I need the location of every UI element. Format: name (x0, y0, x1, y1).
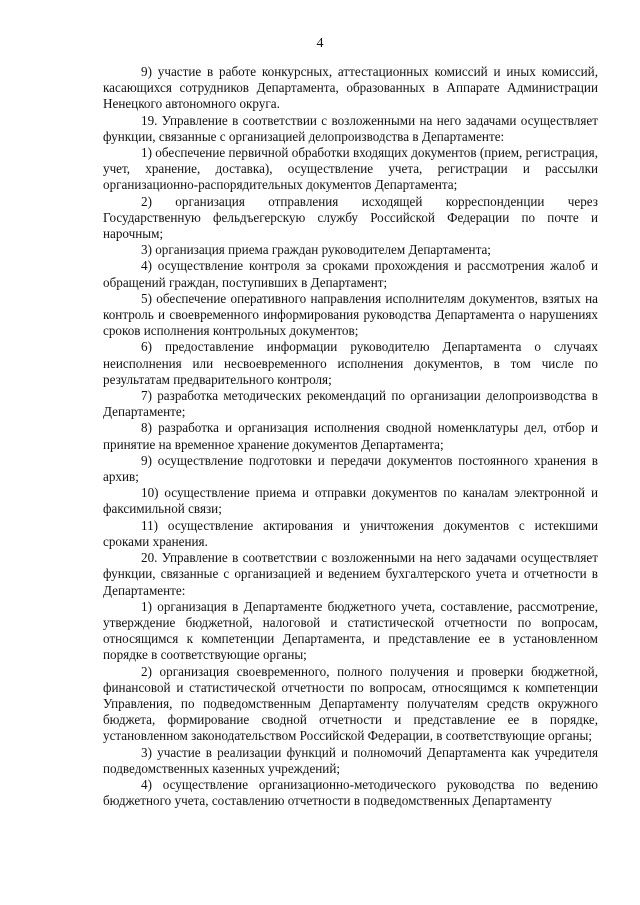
paragraph-item-19-11: 11) осуществление актирования и уничтожения документов с истекшими сроками хранения. (103, 517, 598, 549)
paragraph-item-20-2: 2) организация своевременного, полного получения и проверки бюджетной, финансовой и статистической отчетности по вопросам, относящимся к компетенции Управления, по подведомственным Департаменту получателям средств окружного бюджета, формирование сводной отчетности и представление ее в порядке, установленном законодательством Российской Федерации, в соответствующие органы; (103, 663, 598, 744)
document-body (103, 64, 598, 809)
paragraph-item-19-10: 10) осуществление приема и отправки документов по каналам электронной и факсимильной связи; (103, 485, 598, 517)
paragraph-item-20-3: 3) участие в реализации функций и полномочий Департамента как учредителя подведомственных казенных учреждений; (103, 744, 598, 776)
paragraph-section-19: 19. Управление в соответствии с возложенными на него задачами осуществляет функции, связанные с организацией делопроизводства в Департаменте: (103, 112, 598, 144)
paragraph-item-19-9: 9) осуществление подготовки и передачи документов постоянного хранения в архив; (103, 452, 598, 485)
paragraph-item-19-2: 2) организация отправления исходящей корреспонденции через Государственную фельдъегерскую службу Российской Федерации по почте и нарочным; (103, 193, 598, 242)
paragraph-item-19-3: 3) организация приема граждан руководителем Департамента; (141, 242, 491, 258)
paragraph-item-9-commissions: 9) участие в работе конкурсных, аттестационных комиссий и иных комиссий, касающихся сотрудников Департамента, образованных в Аппарате Администрации Ненецкого автономного округа. (103, 64, 598, 112)
paragraph-item-19-4: 4) осуществление контроля за сроками прохождения и рассмотрения жалоб и обращений граждан, поступивших в Департамент; (103, 258, 598, 290)
paragraph-item-20-1: 1) организация в Департаменте бюджетного учета, составление, рассмотрение, утверждение бюджетной, налоговой и статистической отчетности по вопросам, относящимся к компетенции Департамента, и представление ее в установленном порядке в соответствующие органы; (103, 598, 598, 663)
paragraph-item-19-8: 8) разработка и организация исполнения сводной номенклатуры дел, отбор и принятие на временное хранение документов Департамента; (103, 420, 598, 452)
paragraph-item-20-4: 4) осуществление организационно-методического руководства по ведению бюджетного учета, составлению отчетности в подведомственных Департаменту (103, 776, 598, 809)
paragraph-item-19-7: 7) разработка методических рекомендаций по организации делопроизводства в Департаменте; (103, 388, 598, 420)
paragraph-item-19-1: 1) обеспечение первичной обработки входящих документов (прием, регистрация, учет, хранение, доставка), осуществление учета, регистрации и рассылки организационно-распорядительных документов Департамента; (103, 145, 598, 193)
page-number: 4 (316, 36, 324, 51)
paragraph-section-20: 20. Управление в соответствии с возложенными на него задачами осуществляет функции, связанные с организацией и ведением бухгалтерского учета и отчетности в Департаменте: (103, 550, 598, 598)
paragraph-item-19-6: 6) предоставление информации руководителю Департамента о случаях неисполнения или несвоевременного исполнения документов, в том числе по результатам предварительного контроля; (103, 339, 598, 387)
paragraph-item-19-5: 5) обеспечение оперативного направления исполнителям документов, взятых на контроль и своевременного информирования руководства Департамента о нарушениях сроков исполнения контрольных документов; (103, 290, 598, 339)
